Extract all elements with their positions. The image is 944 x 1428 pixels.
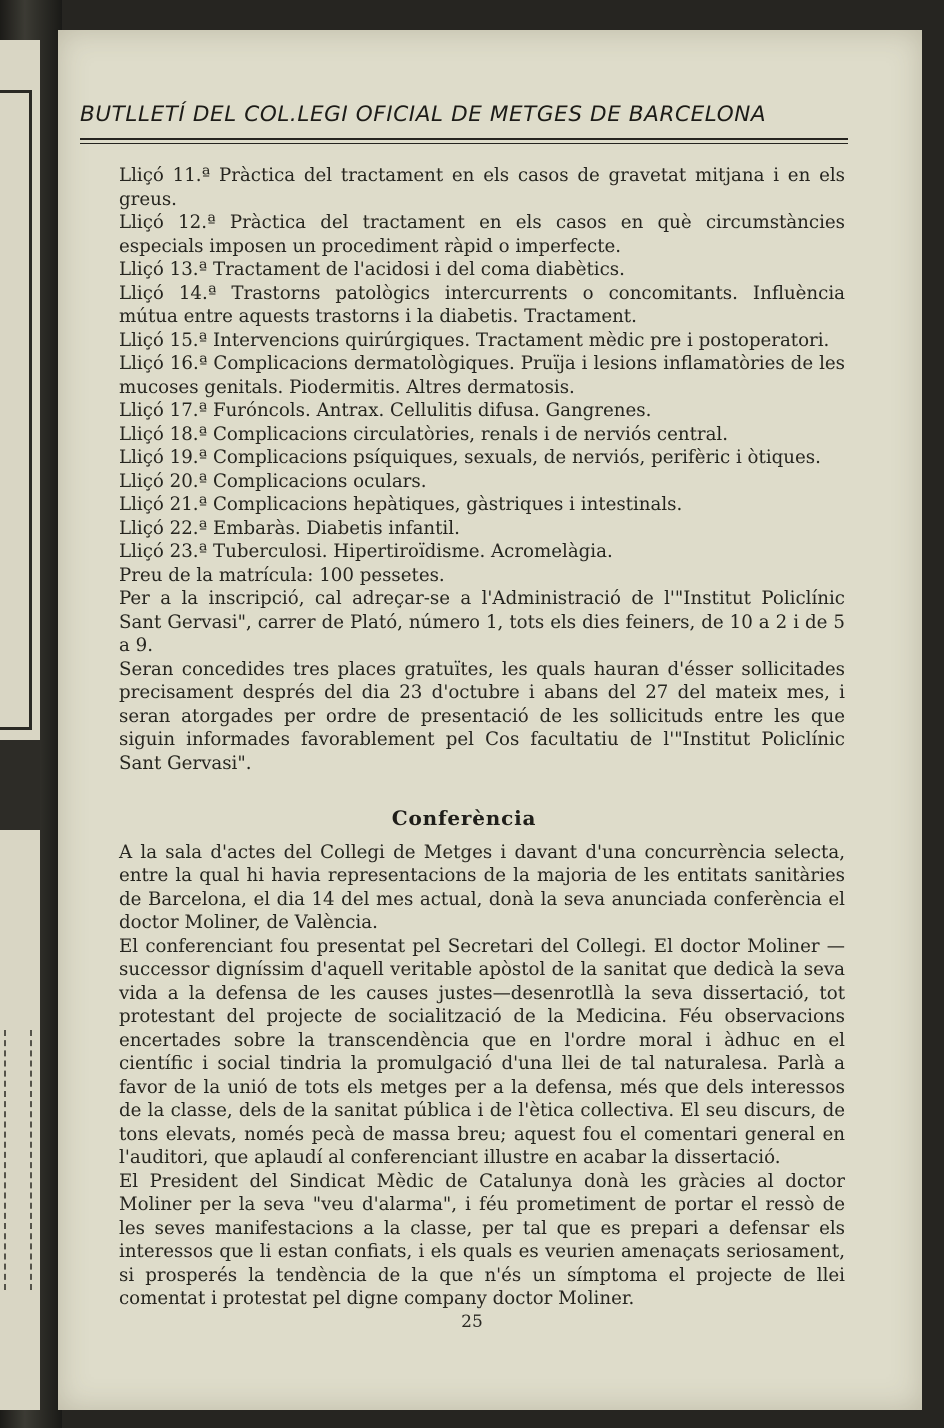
running-header: BUTLLETÍ DEL COL.LEGI OFICIAL DE METGES DE BARCELONA — [80, 102, 767, 127]
registration-info: Per a la inscripció, cal adreçar-se a l'Administració de l'"Institut Policlínic Sant Gervasi", carrer de Plató, número 1, tots els dies feiners, de 10 a 2 i de 5 a 9. — [119, 588, 845, 656]
previous-page-ornament — [4, 1030, 32, 1290]
header-rule — [80, 138, 848, 140]
article-paragraph: A la sala d'actes del Collegi de Metges i davant d'una concurrència selecta, entre la qual hi havia representacions de la majoria de les entitats sanitàries de Barcelona, el dia 14 del mes actual, donà la seva anunciada conferència el doctor Moliner, de València. — [119, 841, 845, 933]
lesson-item: Lliçó 12.ª Pràctica del tractament en els casos en què circumstàncies especials imposen un procediment ràpid o imperfecte. — [119, 212, 845, 257]
lessons-list — [83, 164, 845, 775]
lesson-item: Lliçó 14.ª Trastorns patològics intercurrents o concomitants. Influència mútua entre aquests trastorns i la diabetis. Tractament. — [119, 282, 845, 327]
lesson-item: Lliçó 22.ª Embaràs. Diabetis infantil. — [119, 517, 460, 539]
previous-page-dark-block — [0, 740, 40, 830]
conference-article — [83, 841, 845, 1311]
lesson-item: Lliçó 21.ª Complicacions hepàtiques, gàstriques i intestinals. — [119, 494, 683, 515]
lesson-item: Lliçó 18.ª Complicacions circulatòries, renals i de nerviós central. — [119, 423, 729, 445]
tuition-price: Preu de la matrícula: 100 pessetes. — [119, 564, 445, 586]
section-heading: Conferència — [391, 806, 537, 830]
lesson-item: Lliçó 23.ª Tuberculosi. Hipertiroïdisme. Acromelàgia. — [119, 541, 613, 562]
article-paragraph: El conferenciant fou presentat pel Secretari del Collegi. El doctor Moliner —successor digníssim d'aquell veritable apòstol de la sanitat que dedicà la seva vida a la defensa de les causes justes—desenrotllà la seva dissertació, tot protestant del projecte de socialització de la Medicina. Féu observacions encertades sobre la transcendència que en l'ordre moral i àdhuc en el científic i social tindria la promulgació d'una llei de tal naturalesa. Parlà a favor de la unió de tots els metges per a la defensa, més que dels interessos de la classe, dels de la sanitat pública i de l'ètica collectiva. El seu discurs, de tons elevats, només pecà de massa breu; aquest fou el comentari general en l'auditori, que aplaudí al conferenciant illustre en acabar la dissertació. — [119, 935, 845, 1168]
lesson-item: Lliçó 19.ª Complicacions psíquiques, sexuals, de nerviós, perifèric i òtiques. — [119, 447, 821, 468]
header-rule-thin — [80, 143, 848, 144]
page-number: 25 — [461, 1312, 483, 1332]
lesson-item: Lliçó 11.ª Pràctica del tractament en els casos de gravetat mitjana i en els greus. — [119, 165, 845, 210]
previous-page-edge — [0, 40, 40, 1410]
lesson-item: Lliçó 15.ª Intervencions quirúrgiques. Tractament mèdic pre i postoperatori. — [119, 329, 830, 351]
lesson-item: Lliçó 20.ª Complicacions oculars. — [119, 470, 427, 492]
lesson-item: Lliçó 13.ª Tractament de l'acidosi i del coma diabètics. — [119, 259, 625, 280]
lesson-item: Lliçó 16.ª Complicacions dermatològiques. Pruïja i lesions inflamatòries de les mucoses genitals. Piodermitis. Altres dermatosis. — [119, 353, 845, 398]
lesson-item: Lliçó 17.ª Furóncols. Antrax. Cellulitis difusa. Gangrenes. — [119, 400, 652, 421]
article-paragraph: El President del Sindicat Mèdic de Catalunya donà les gràcies al doctor Moliner per la seva "veu d'alarma", i féu prometiment de portar el ressò de les seves manifestacions a la classe, per tal que es prepari a defensar els interessos que li estan confiats, i els quals es veurien amenaçats seriosament, si prosperés la tendència de la que n'és un símptoma el projecte de llei comentat i protestat pel digne company doctor Moliner. — [119, 1170, 845, 1309]
free-places-info: Seran concedides tres places gratuïtes, les quals hauran d'ésser sollicitades precisament després del dia 23 d'octubre i abans del 27 del mateix mes, i seran atorgades per ordre de presentació de les sollicituds entre les que siguin informades favorablement pel Cos facultatiu de l'"Institut Policlínic Sant Gervasi". — [119, 658, 845, 774]
page-body — [83, 164, 845, 1311]
previous-page-frame — [0, 90, 32, 730]
